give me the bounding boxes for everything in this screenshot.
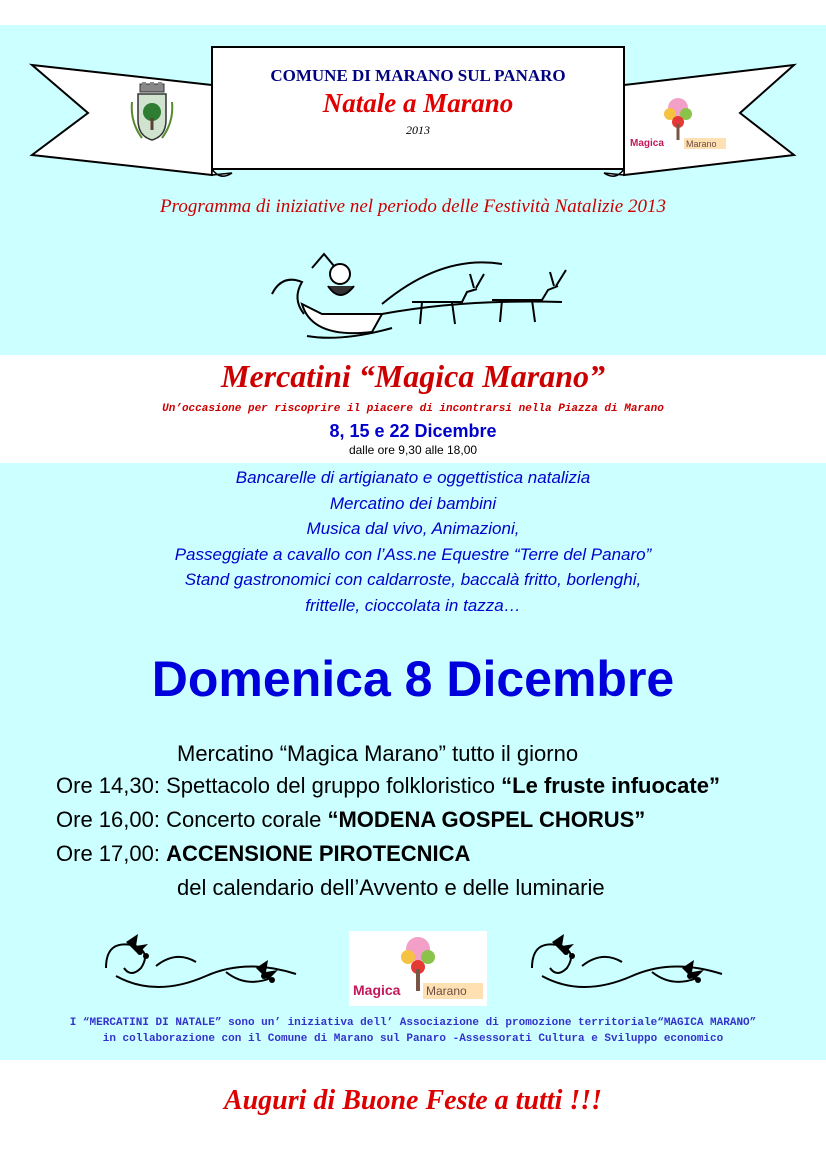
greeting: Auguri di Buone Feste a tutti !!! xyxy=(223,1085,603,1116)
magica-marano-logo-top xyxy=(628,94,728,156)
banner-text xyxy=(212,44,624,138)
holly-ornament-icon xyxy=(522,928,732,998)
features-list xyxy=(0,465,826,618)
event-line xyxy=(56,807,645,833)
program-subtitle: Programma di iniziative nel periodo delle Festività Natalizie 2013 xyxy=(160,196,666,217)
event-line xyxy=(56,841,470,867)
event-highlight: “MODENA GOSPEL CHORUS” xyxy=(327,807,646,832)
logo-marano-text: Marano xyxy=(426,984,467,998)
footer-line: I “MERCATINI DI NATALE” sono un’ iniziativa dell’ Associazione di promozione territoriale“MAGICA MARANO” xyxy=(69,1017,757,1029)
mercatini-subtitle: Un’occasione per riscoprire il piacere di incontrarsi nella Piazza di Marano xyxy=(162,403,664,415)
feature-item: Bancarelle di artigianato e oggettistica natalizia xyxy=(235,468,591,487)
footer-line: in collaborazione con il Comune di Marano sul Panaro -Assessorati Cultura e Sviluppo economico xyxy=(102,1033,724,1045)
municipal-crest-icon xyxy=(128,82,176,144)
event-time: Ore 16,00: xyxy=(56,807,160,832)
feature-item: Musica dal vivo, Animazioni, xyxy=(306,519,520,538)
event-text: Mercatino “Magica Marano” tutto il giorno xyxy=(177,741,579,766)
event-line xyxy=(56,773,720,799)
holly-ornament-icon xyxy=(96,928,306,998)
domenica-heading: Domenica 8 Dicembre xyxy=(151,651,675,707)
event-time: Ore 14,30: xyxy=(56,773,160,798)
feature-item: frittelle, cioccolata in tazza… xyxy=(305,595,521,615)
mercatini-hours: dalle ore 9,30 alle 18,00 xyxy=(348,443,478,457)
event-line xyxy=(177,741,578,767)
event-highlight: “Le fruste infuocate” xyxy=(501,773,720,798)
event-line xyxy=(177,875,605,901)
event-text: del calendario dell’Avvento e delle luminarie xyxy=(177,875,605,900)
event-text: Spettacolo del gruppo folkloristico xyxy=(159,773,502,798)
event-text: Concerto corale xyxy=(159,807,328,832)
event-time: Ore 17,00: xyxy=(56,841,160,866)
footer-note xyxy=(0,1015,826,1047)
tree-logo-icon xyxy=(349,931,487,1006)
feature-item: Stand gastronomici con caldarroste, baccalà fritto, borlenghi, xyxy=(184,570,642,589)
event-title: Natale a Marano xyxy=(322,88,514,118)
mercatini-dates: 8, 15 e 22 Dicembre xyxy=(329,421,497,441)
logo-magica-text: Magica xyxy=(353,982,401,998)
comune-name: COMUNE DI MARANO SUL PANARO xyxy=(270,66,566,85)
feature-item: Passeggiate a cavallo con l’Ass.ne Equestre “Terre del Panaro” xyxy=(174,544,652,564)
svg-text:Magica: Magica xyxy=(630,138,664,149)
event-year: 2013 xyxy=(406,123,430,137)
event-highlight: ACCENSIONE PIROTECNICA xyxy=(166,841,471,866)
santa-sleigh-icon xyxy=(262,244,592,344)
mercatini-title: Mercatini “Magica Marano” xyxy=(220,358,606,394)
magica-marano-logo-bottom xyxy=(349,931,487,1006)
feature-item: Mercatino dei bambini xyxy=(329,493,497,513)
tree-logo-icon xyxy=(628,94,728,156)
svg-text:Marano: Marano xyxy=(686,139,717,149)
